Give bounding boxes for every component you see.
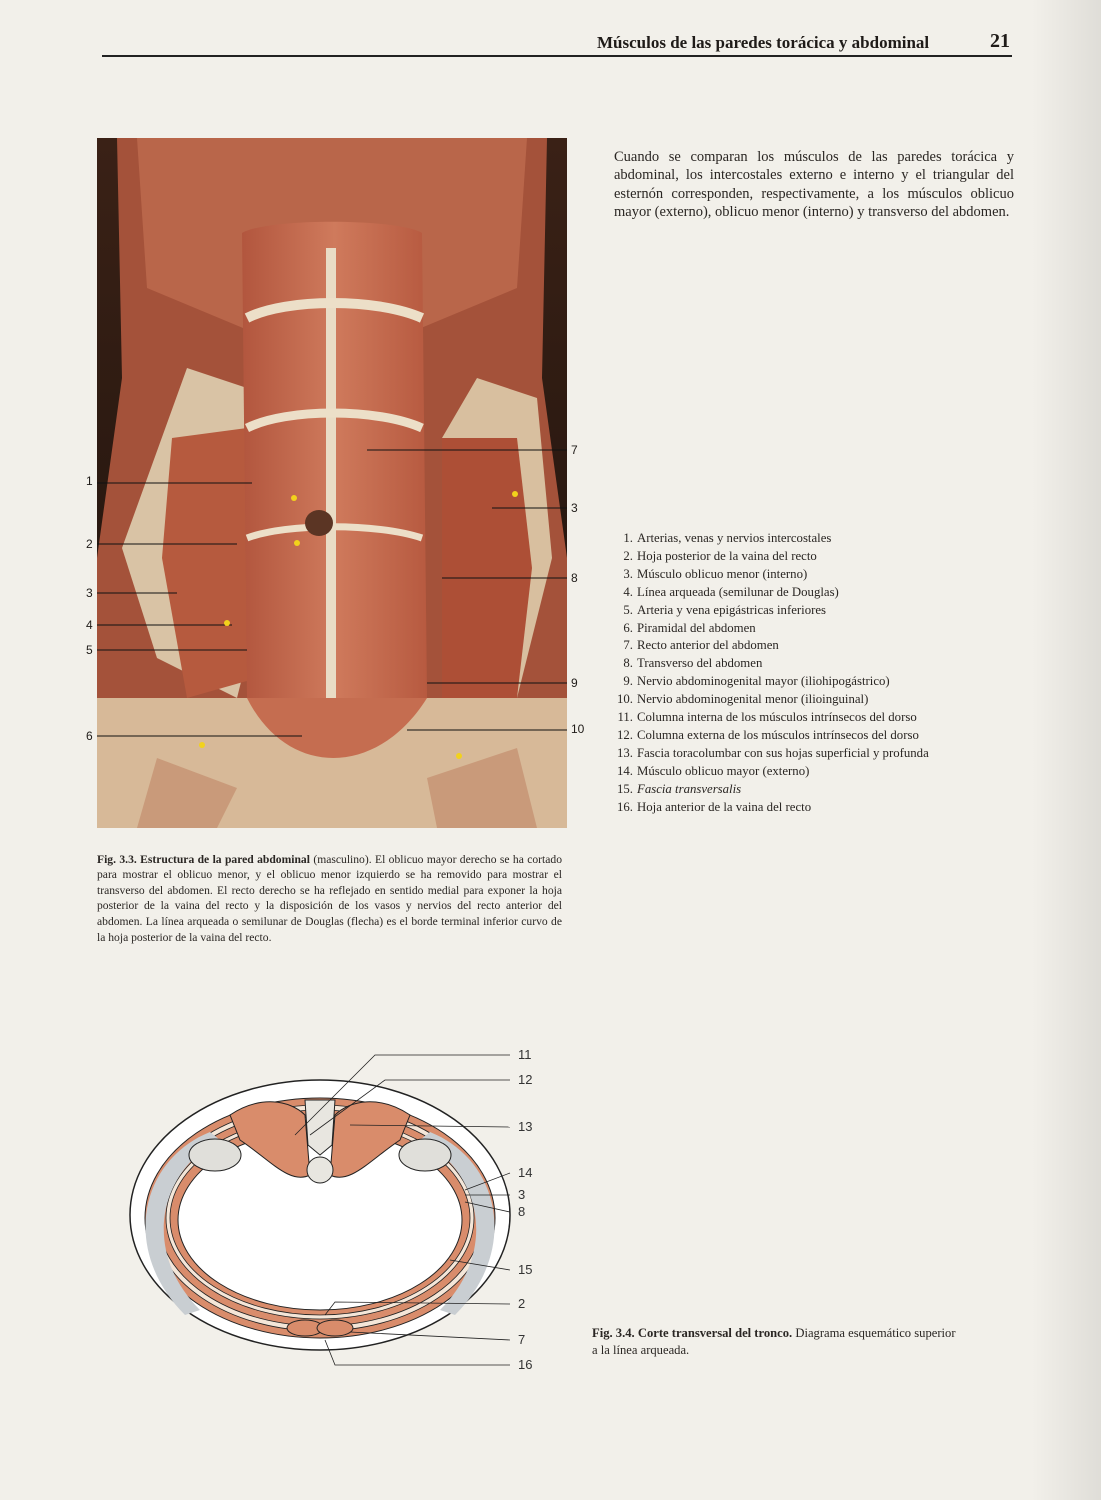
legend-item: 12. Columna externa de los músculos intrínsecos del dorso (617, 727, 919, 742)
photo-label-1: 1 (86, 474, 93, 488)
legend-item: 8. Transverso del abdomen (623, 656, 763, 671)
photo-label-2: 2 (86, 537, 93, 551)
legend-item: 7. Recto anterior del abdomen (623, 638, 779, 653)
diagram-label-14: 14 (518, 1165, 533, 1180)
diagram-label-16: 16 (518, 1357, 533, 1372)
legend-item: 3. Músculo oblicuo menor (interno) (623, 566, 808, 581)
diagram-label-8: 8 (518, 1204, 526, 1219)
photo-label-7: 7 (571, 443, 578, 457)
figure-3-3-caption: Fig. 3.3. Estructura de la pared abdominal (masculino). El oblicuo mayor derecho se ha cortado para mostrar el oblicuo menor, y el oblicuo menor izquierdo se ha removido para mostrar el transverso del abdomen. El recto derecho se ha reflejado en sentido medial para exponer la hoja posterior de la vaina del recto y la disposición de los vasos y nervios del recto anterior del abdomen. La línea arqueada o semilunar de Douglas (flecha) es el borde terminal inferior curvo de la hoja posterior de la vaina del recto. (97, 852, 562, 944)
legend-item: 16. Hoja anterior de la vaina del recto (617, 799, 812, 814)
photo-label-4: 4 (86, 618, 93, 632)
legend-item: 15. Fascia transversalis (617, 781, 742, 796)
legend-item: 14. Músculo oblicuo mayor (externo) (617, 763, 810, 778)
abdominal-wall-photo (97, 138, 567, 828)
photo-label-8: 8 (571, 571, 578, 585)
intro-paragraph: Cuando se comparan los músculos de las paredes torácica y abdominal, los intercostales externo e interno y el triangular del esternón corresponden, respectivamente, a los músculos oblicuo mayor (externo), oblicuo menor (interno) y transverso del abdomen. (614, 148, 1014, 220)
photo-label-6: 6 (86, 729, 93, 743)
page-number: 21 (990, 30, 1010, 52)
legend-item: 5. Arteria y vena epigástricas inferiores (623, 602, 827, 617)
diagram-label-15: 15 (518, 1262, 533, 1277)
photo-label-3: 3 (86, 586, 93, 600)
legend-item: 13. Fascia toracolumbar con sus hojas superficial y profunda (617, 745, 929, 760)
legend-item: 2. Hoja posterior de la vaina del recto (623, 548, 817, 563)
legend-list (612, 530, 929, 817)
diagram-label-2: 2 (518, 1296, 526, 1311)
photo-label-9: 9 (571, 676, 578, 690)
legend-item: 4. Línea arqueada (semilunar de Douglas) (623, 584, 839, 599)
diagram-label-11: 11 (518, 1047, 532, 1062)
running-header: Músculos de las paredes torácica y abdominal (597, 33, 930, 52)
diagram-label-13: 13 (518, 1119, 533, 1134)
diagram-label-7: 7 (518, 1332, 526, 1347)
legend-item: 9. Nervio abdominogenital mayor (iliohipogástrico) (623, 674, 890, 689)
legend-item: 1. Arterias, venas y nervios intercostales (623, 531, 832, 545)
figure-3-4-caption: Fig. 3.4. Corte transversal del tronco. Diagrama esquemático superior a la línea arqueada. (592, 1325, 956, 1357)
diagram-label-12: 12 (518, 1072, 533, 1087)
photo-label-3-right: 3 (571, 501, 578, 515)
header-rule (102, 55, 1012, 57)
legend-item: 10. Nervio abdominogenital menor (ilioinguinal) (617, 692, 869, 707)
photo-label-5: 5 (86, 643, 93, 657)
legend-item: 6. Piramidal del abdomen (623, 620, 756, 635)
scan-shadow (1031, 0, 1101, 1500)
diagram-label-3: 3 (518, 1187, 526, 1202)
photo-label-10: 10 (571, 722, 585, 736)
transverse-section-diagram (120, 1040, 560, 1380)
legend-item: 11. Columna interna de los músculos intrínsecos del dorso (617, 710, 917, 725)
